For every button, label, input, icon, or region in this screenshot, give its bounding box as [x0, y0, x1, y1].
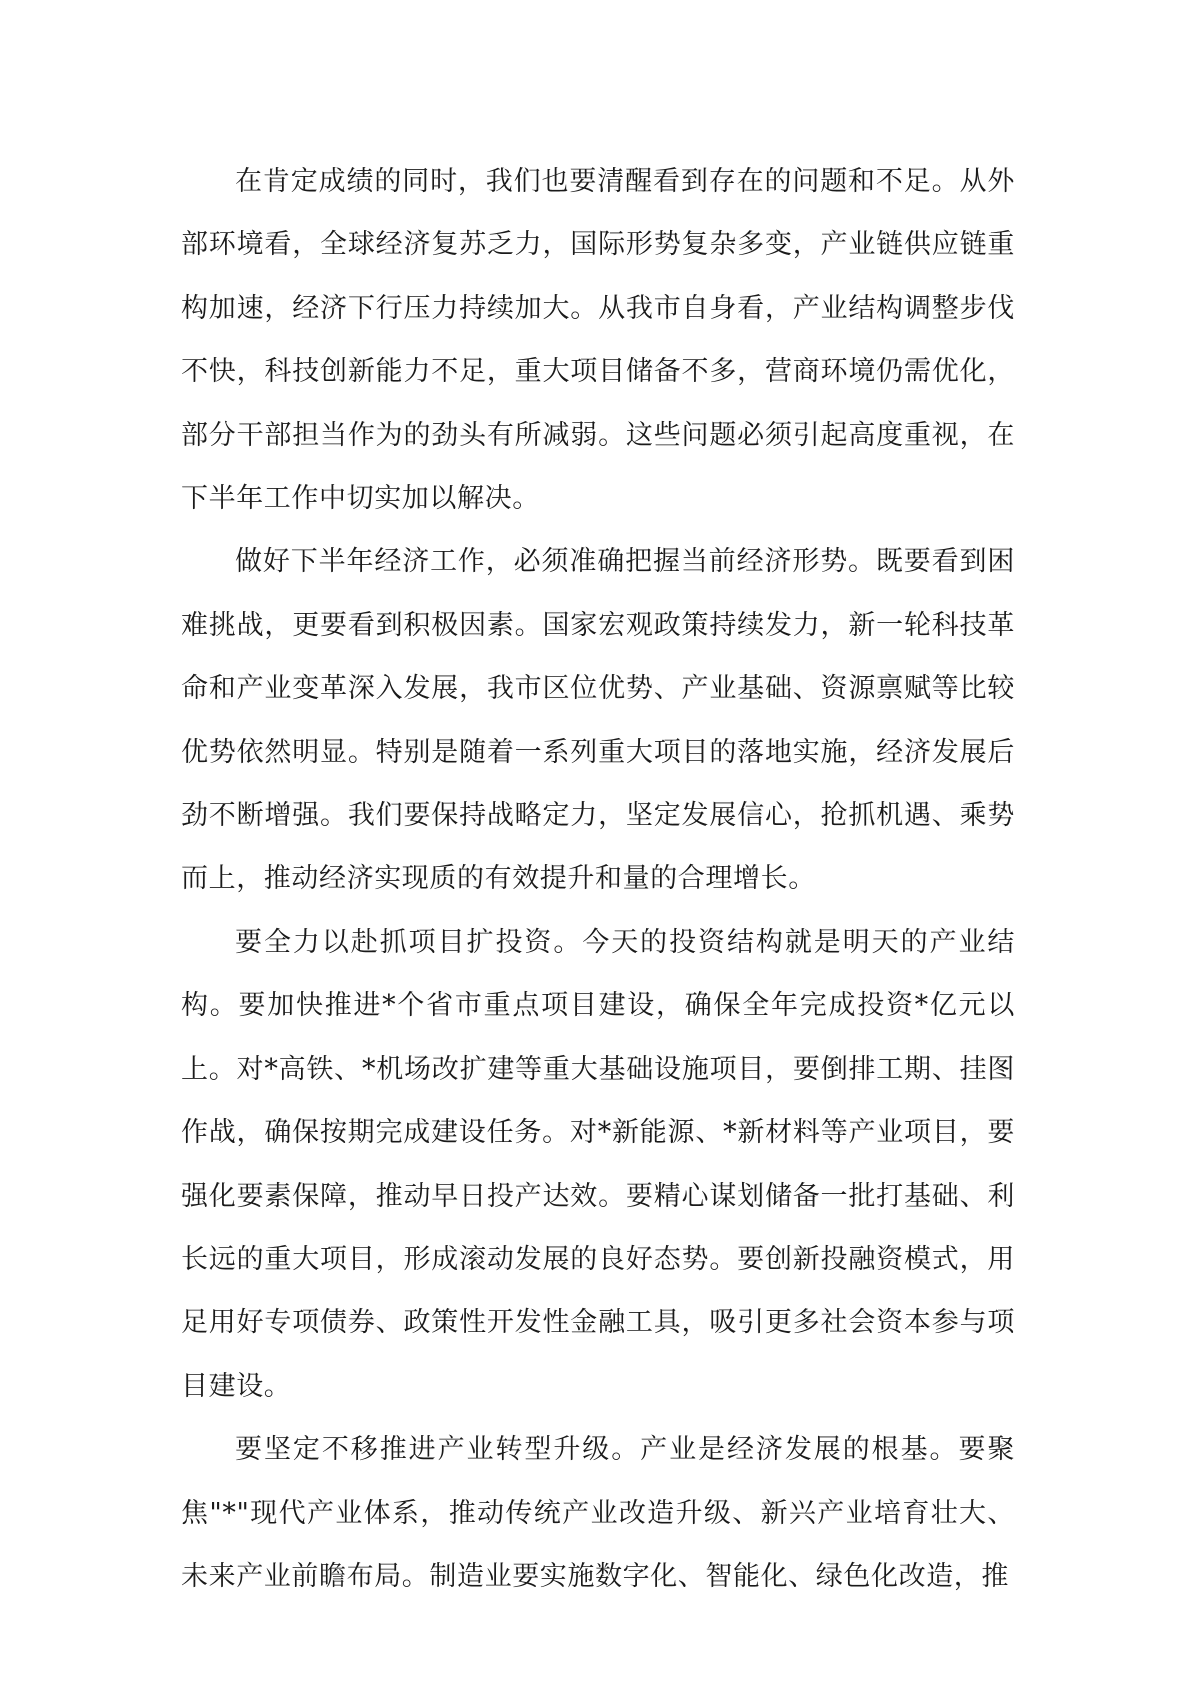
- paragraph-situation: 做好下半年经济工作，必须准确把握当前经济形势。既要看到困难挑战，更要看到积极因素。国家宏观政策持续发力，新一轮科技革命和产业变革深入发展，我市区位优势、产业基础、资源禀赋等比较优势依然明显。特别是随着一系列重大项目的落地实施，经济发展后劲不断增强。我们要保持战略定力，坚定发展信心，抢抓机遇、乘势而上，推动经济实现质的有效提升和量的合理增长。: [181, 546, 1015, 895]
- paragraph-investment: 要全力以赴抓项目扩投资。今天的投资结构就是明天的产业结构。要加快推进*个省市重点项目建设，确保全年完成投资*亿元以上。对*高铁、*机场改扩建等重大基础设施项目，要倒排工期、挂图作战，确保按期完成建设任务。对*新能源、*新材料等产业项目，要强化要素保障，推动早日投产达效。要精心谋划储备一批打基础、利长远的重大项目，形成滚动发展的良好态势。要创新投融资模式，用足用好专项债券、政策性开发性金融工具，吸引更多社会资本参与项目建设。: [181, 926, 1015, 1402]
- document-body: [181, 150, 1015, 1608]
- paragraph-problems: 在肯定成绩的同时，我们也要清醒看到存在的问题和不足。从外部环境看，全球经济复苏乏力，国际形势复杂多变，产业链供应链重构加速，经济下行压力持续加大。从我市自身看，产业结构调整步伐不快，科技创新能力不足，重大项目储备不多，营商环境仍需优化，部分干部担当作为的劲头有所减弱。这些问题必须引起高度重视，在下半年工作中切实加以解决。: [181, 166, 1015, 515]
- paragraph-industry: 要坚定不移推进产业转型升级。产业是经济发展的根基。要聚焦"*"现代产业体系，推动传统产业改造升级、新兴产业培育壮大、未来产业前瞻布局。制造业要实施数字化、智能化、绿色化改造，推: [181, 1434, 1015, 1592]
